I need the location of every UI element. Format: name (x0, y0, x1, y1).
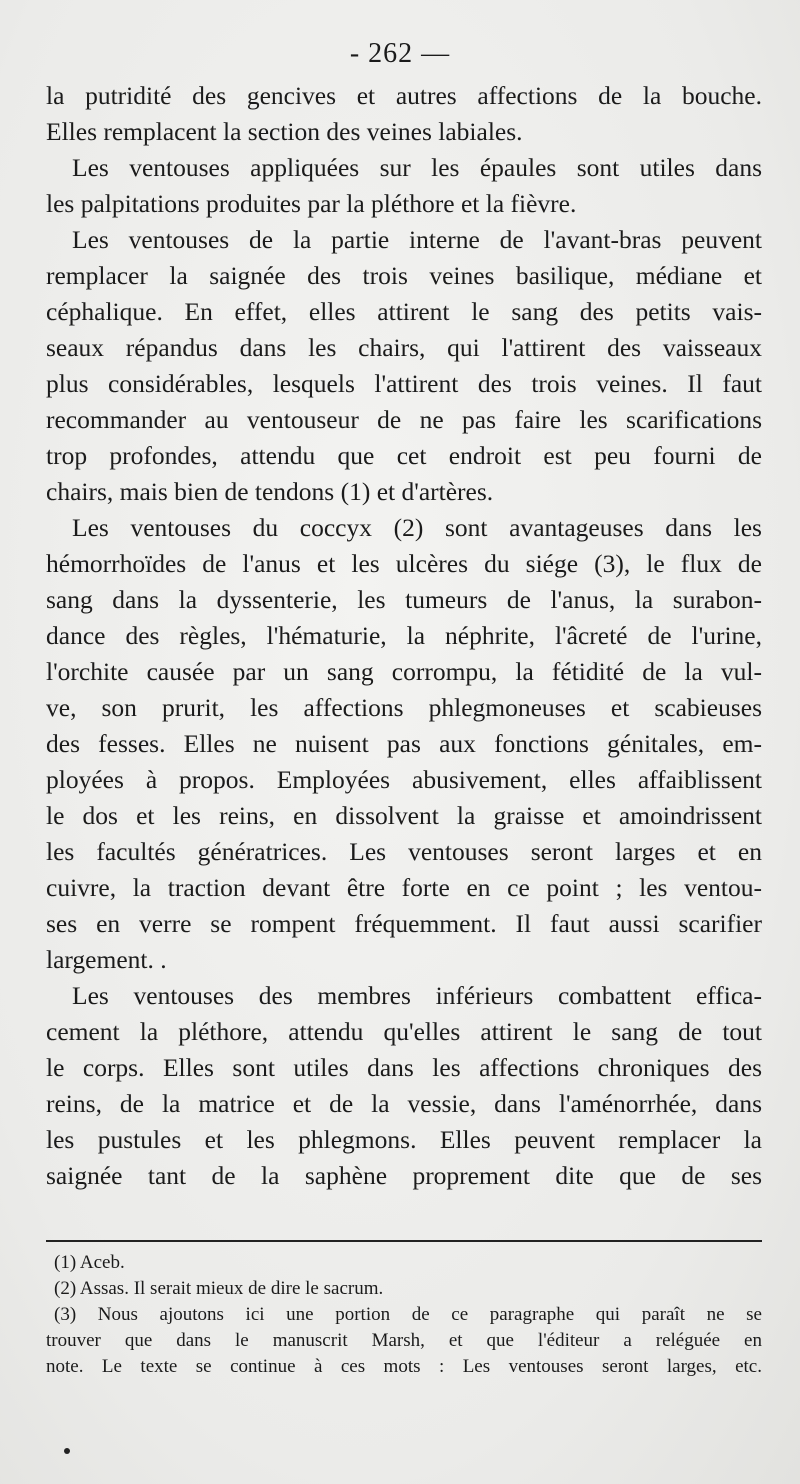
text-line: Les ventouses de la partie interne de l'avant-bras peuvent (72, 225, 762, 254)
footnote-line: trouver que dans le manuscrit Marsh, et que l'éditeur a reléguée en (46, 1330, 762, 1351)
text-line: reins, de la matrice et de la vessie, dans l'aménorrhée, dans (46, 1089, 762, 1118)
text-line: Les ventouses appliquées sur les épaules sont utiles dans (72, 153, 762, 182)
text-line: céphalique. En effet, elles attirent le sang des petits vais- (46, 297, 762, 326)
text-line: seaux répandus dans les chairs, qui l'attirent des vaisseaux (46, 333, 762, 362)
text-line: chairs, mais bien de tendons (1) et d'artères. (46, 477, 494, 506)
footnote-line: (2) Assas. Il serait mieux de dire le sacrum. (54, 1278, 384, 1299)
footnote-line: (3) Nous ajoutons ici une portion de ce paragraphe qui paraît ne se (54, 1304, 762, 1325)
page-number: - 262 — (349, 38, 451, 69)
text-line: Elles remplacent la section des veines labiales. (46, 117, 523, 146)
text-line: ployées à propos. Employées abusivement, elles affaiblissent (46, 765, 762, 794)
text-line: le dos et les reins, en dissolvent la graisse et amoindrissent (46, 801, 762, 830)
text-line: sang dans la dyssenterie, les tumeurs de l'anus, la surabon- (46, 585, 762, 614)
text-line: les pustules et les phlegmons. Elles peuvent remplacer la (46, 1125, 762, 1154)
text-line: ve, son prurit, les affections phlegmoneuses et scabieuses (46, 693, 762, 722)
text-line: plus considérables, lesquels l'attirent des trois veines. Il faut (46, 369, 762, 398)
text-line: la putridité des gencives et autres affections de la bouche. (46, 81, 762, 110)
footnote-rule (46, 1240, 762, 1242)
text-line: ses en verre se rompent fréquemment. Il faut aussi scarifier (46, 909, 762, 938)
body-text (46, 78, 762, 1194)
text-line: cuivre, la traction devant être forte en ce point ; les ventou- (46, 873, 762, 902)
text-line: hémorrhoïdes de l'anus et les ulcères du siége (3), le flux de (46, 549, 762, 578)
text-line: saignée tant de la saphène proprement dite que de ses (46, 1161, 762, 1190)
text-line: largement. . (46, 945, 167, 974)
text-line: des fesses. Elles ne nuisent pas aux fonctions génitales, em- (46, 729, 762, 758)
footnote-line: (1) Aceb. (54, 1252, 125, 1273)
ink-speck (64, 1448, 70, 1454)
text-line: dance des règles, l'hématurie, la néphrite, l'âcreté de l'urine, (46, 621, 762, 650)
text-line: cement la pléthore, attendu qu'elles attirent le sang de tout (46, 1017, 762, 1046)
text-line: recommander au ventouseur de ne pas faire les scarifications (46, 405, 762, 434)
text-line: remplacer la saignée des trois veines basilique, médiane et (46, 261, 762, 290)
text-line: les palpitations produites par la pléthore et la fièvre. (46, 189, 577, 218)
text-line: l'orchite causée par un sang corrompu, la fétidité de la vul- (46, 657, 762, 686)
text-line: trop profondes, attendu que cet endroit est peu fourni de (46, 441, 762, 470)
footnotes (46, 1250, 762, 1380)
text-line: les facultés génératrices. Les ventouses seront larges et en (46, 837, 762, 866)
text-line: le corps. Elles sont utiles dans les affections chroniques des (46, 1053, 762, 1082)
text-line: Les ventouses des membres inférieurs combattent effica- (72, 981, 762, 1010)
text-line: Les ventouses du coccyx (2) sont avantageuses dans les (72, 513, 762, 542)
footnote-line: note. Le texte se continue à ces mots : Les ventouses seront larges, etc. (46, 1356, 762, 1377)
